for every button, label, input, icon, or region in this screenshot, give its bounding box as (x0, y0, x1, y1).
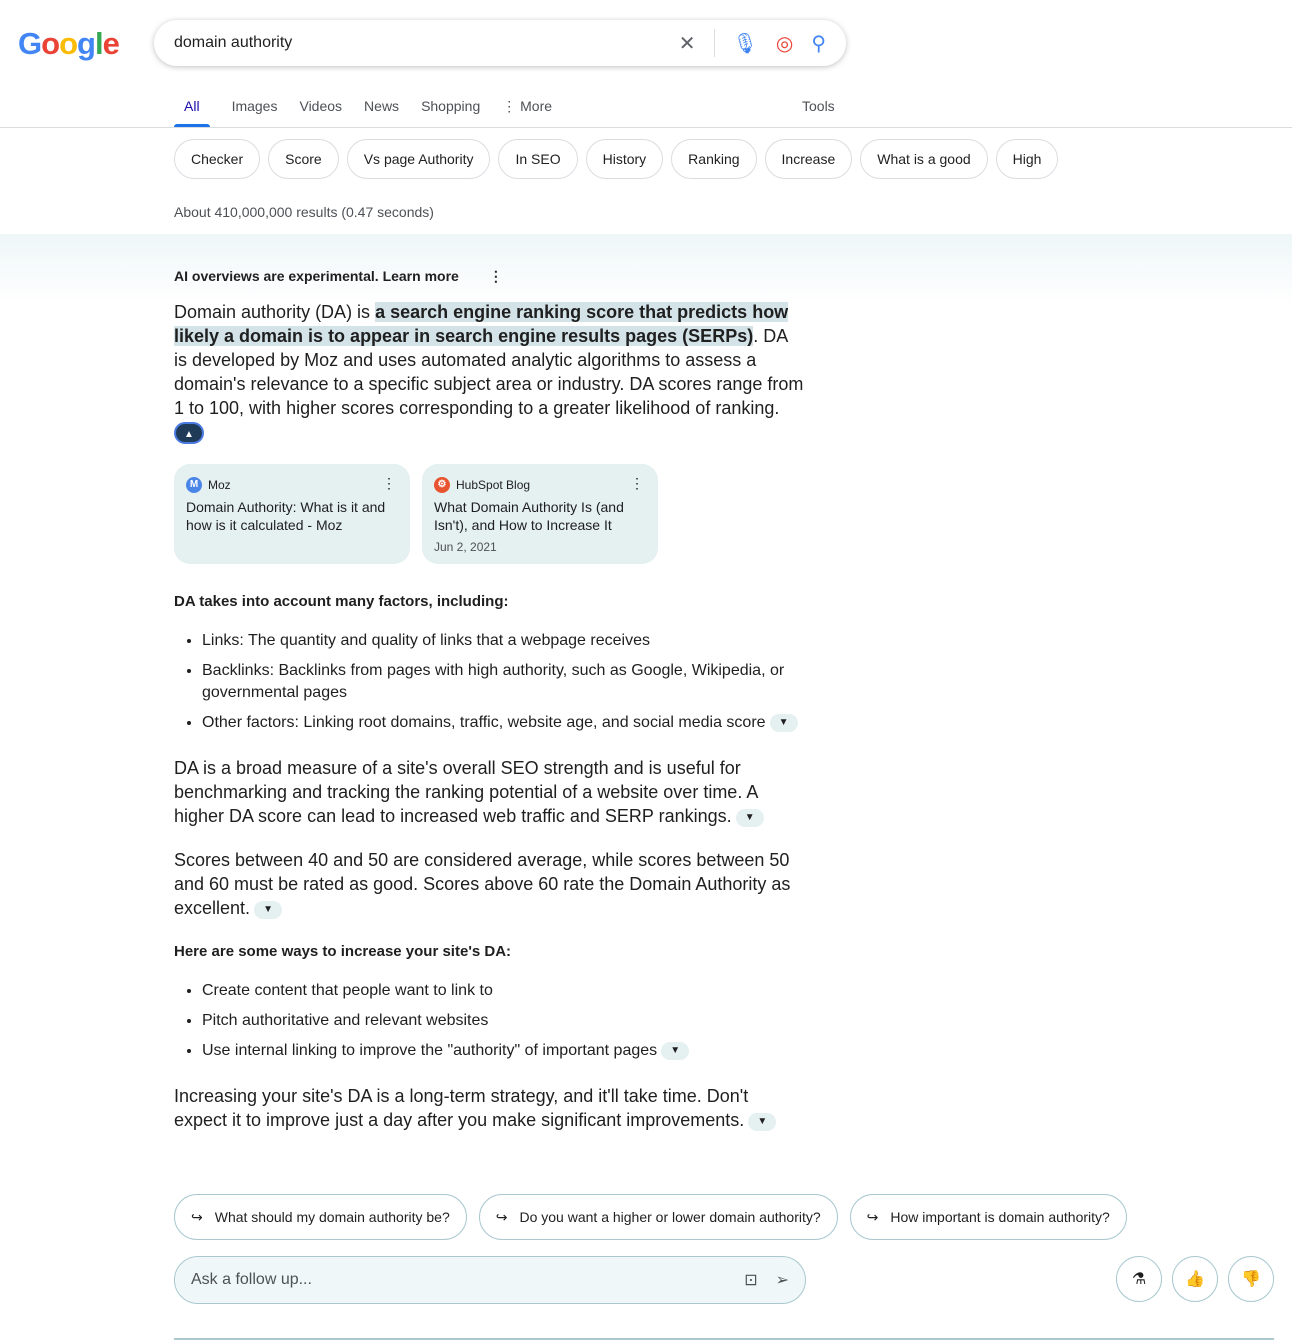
factors-heading: DA takes into account many factors, including: (174, 593, 509, 611)
ai-disclaimer: AI overviews are experimental. (174, 268, 379, 284)
search-box[interactable] (154, 20, 846, 66)
tab-shopping[interactable]: Shopping (421, 98, 481, 114)
source-date: Jun 2, 2021 (434, 540, 497, 555)
ask-follow-up-input[interactable] (174, 1256, 806, 1304)
factors-list (202, 630, 804, 734)
source-name: Moz (208, 478, 231, 493)
list-item: • Links: The quantity and quality of links that a webpage receives (202, 630, 804, 652)
expand-chevron-icon[interactable]: ▼ (736, 809, 764, 827)
chip[interactable]: Ranking (671, 139, 756, 179)
hubspot-favicon: ⚙ (434, 477, 450, 493)
source-title: What Domain Authority Is (and Isn't), and How to Increase It (434, 499, 624, 534)
ways-heading: Here are some ways to increase your site's DA: (174, 943, 512, 961)
divider (714, 29, 715, 57)
collapse-sources-button[interactable]: ▲ (174, 422, 204, 444)
expand-chevron-icon[interactable]: ▼ (661, 1042, 689, 1060)
highlighted-answer: a search engine ranking score that predicts how likely a domain is to appear in search engine results pages (SERPs) (174, 302, 789, 346)
more-options-icon[interactable]: ⋮ (630, 475, 644, 492)
chip[interactable]: Score (268, 139, 339, 179)
reply-arrow-icon: ↪ (495, 1208, 508, 1225)
tab-news[interactable]: News (364, 98, 400, 114)
thumbs-down-icon: 👎 (1241, 1271, 1261, 1288)
tab-videos[interactable]: Videos (299, 98, 343, 114)
clear-icon[interactable]: ✕ (678, 32, 696, 55)
ask-placeholder: Ask a follow up... (191, 1271, 312, 1288)
chip[interactable]: In SEO (498, 139, 577, 179)
ai-overview-header (174, 268, 503, 285)
google-logo[interactable]: Google (18, 26, 119, 61)
follow-up-chip[interactable]: ↪ What should my domain authority be? (174, 1194, 467, 1240)
chip[interactable]: Vs page Authority (347, 139, 491, 179)
tab-images[interactable]: Images (231, 98, 278, 114)
source-card-moz[interactable] (174, 464, 410, 564)
chip[interactable]: High (996, 139, 1059, 179)
result-stats: About 410,000,000 results (0.47 seconds) (174, 204, 434, 220)
list-item: • Use internal linking to improve the "authority" of important pages ▼ (202, 1040, 804, 1062)
thumbs-up-button[interactable] (1172, 1256, 1218, 1302)
divider (174, 1338, 1274, 1340)
divider (0, 127, 1292, 128)
microphone-icon[interactable]: 🎙 (732, 32, 758, 55)
tab-all[interactable]: All (174, 96, 210, 127)
chip[interactable]: What is a good (860, 139, 987, 179)
refinement-chips (174, 139, 1058, 179)
expand-chevron-icon[interactable]: ▼ (748, 1113, 776, 1131)
chip[interactable]: History (586, 139, 664, 179)
more-options-icon[interactable]: ⋮ (382, 475, 396, 492)
source-name: HubSpot Blog (456, 478, 531, 493)
send-icon[interactable]: ➢ (775, 1272, 789, 1289)
reply-arrow-icon: ↪ (191, 1208, 203, 1225)
chip[interactable]: Checker (174, 139, 260, 179)
paragraph: Increasing your site's DA is a long-term strategy, and it'll take time. Don't expect it to improve just a day after you make significant improvements. ▼ (174, 1084, 804, 1132)
expand-chevron-icon[interactable]: ▼ (254, 901, 282, 919)
lens-icon[interactable]: ⊡ (744, 1272, 758, 1289)
ways-list (202, 980, 804, 1062)
list-item: • Create content that people want to link to (202, 980, 804, 1002)
moz-favicon: M (186, 477, 202, 493)
labs-button[interactable] (1116, 1256, 1162, 1302)
search-icon[interactable]: ⚲ (811, 32, 826, 55)
search-tabs (174, 96, 552, 127)
paragraph: DA is a broad measure of a site's overall SEO strength and is useful for benchmarking and tracking the ranking potential of a website over time. A higher DA score can lead to increased web traffic and SERP rankings. ▼ (174, 756, 804, 828)
paragraph: Scores between 40 and 50 are considered average, while scores between 50 and 60 must be rated as good. Scores above 60 rate the Domain Authority as excellent. ▼ (174, 850, 791, 919)
intro-text: . DA is developed by Moz and uses automated analytic algorithms to assess a domain's relevance to a specific subject area or industry. DA scores range from 1 to 100, with higher scores corresponding to a greater likelihood of ranking. (174, 326, 804, 418)
list-item: • Other factors: Linking root domains, traffic, website age, and social media score ▼ (202, 712, 804, 734)
expand-chevron-icon[interactable]: ▼ (770, 714, 798, 732)
intro-paragraph (174, 300, 804, 444)
list-item: • Pitch authoritative and relevant websites (202, 1010, 804, 1032)
follow-up-suggestions (174, 1194, 1127, 1240)
source-cards (174, 464, 804, 564)
lens-icon[interactable]: ◎ (775, 32, 794, 55)
follow-up-chip[interactable]: ↪ How important is domain authority? (850, 1194, 1127, 1240)
search-input[interactable]: domain authority (174, 34, 293, 51)
flask-icon: ⚗ (1131, 1271, 1147, 1288)
learn-more-link[interactable]: Learn more (382, 268, 459, 284)
thumbs-up-icon: 👍 (1185, 1271, 1205, 1288)
list-item: • Backlinks: Backlinks from pages with high authority, such as Google, Wikipedia, or governmental pages (202, 660, 804, 704)
reply-arrow-icon: ↪ (866, 1208, 879, 1225)
ai-overview (174, 300, 804, 1152)
source-title: Domain Authority: What is it and how is it calculated - Moz (186, 499, 386, 534)
tab-more[interactable]: ⋮ More (502, 98, 553, 114)
source-card-hubspot[interactable] (422, 464, 658, 564)
chip[interactable]: Increase (765, 139, 853, 179)
thumbs-down-button[interactable] (1228, 1256, 1274, 1302)
intro-text: Domain authority (DA) is (174, 302, 376, 322)
tools-button[interactable]: Tools (802, 98, 835, 114)
more-options-icon[interactable]: ⋮ (488, 268, 503, 284)
follow-up-chip[interactable]: ↪ Do you want a higher or lower domain authority? (479, 1194, 838, 1240)
